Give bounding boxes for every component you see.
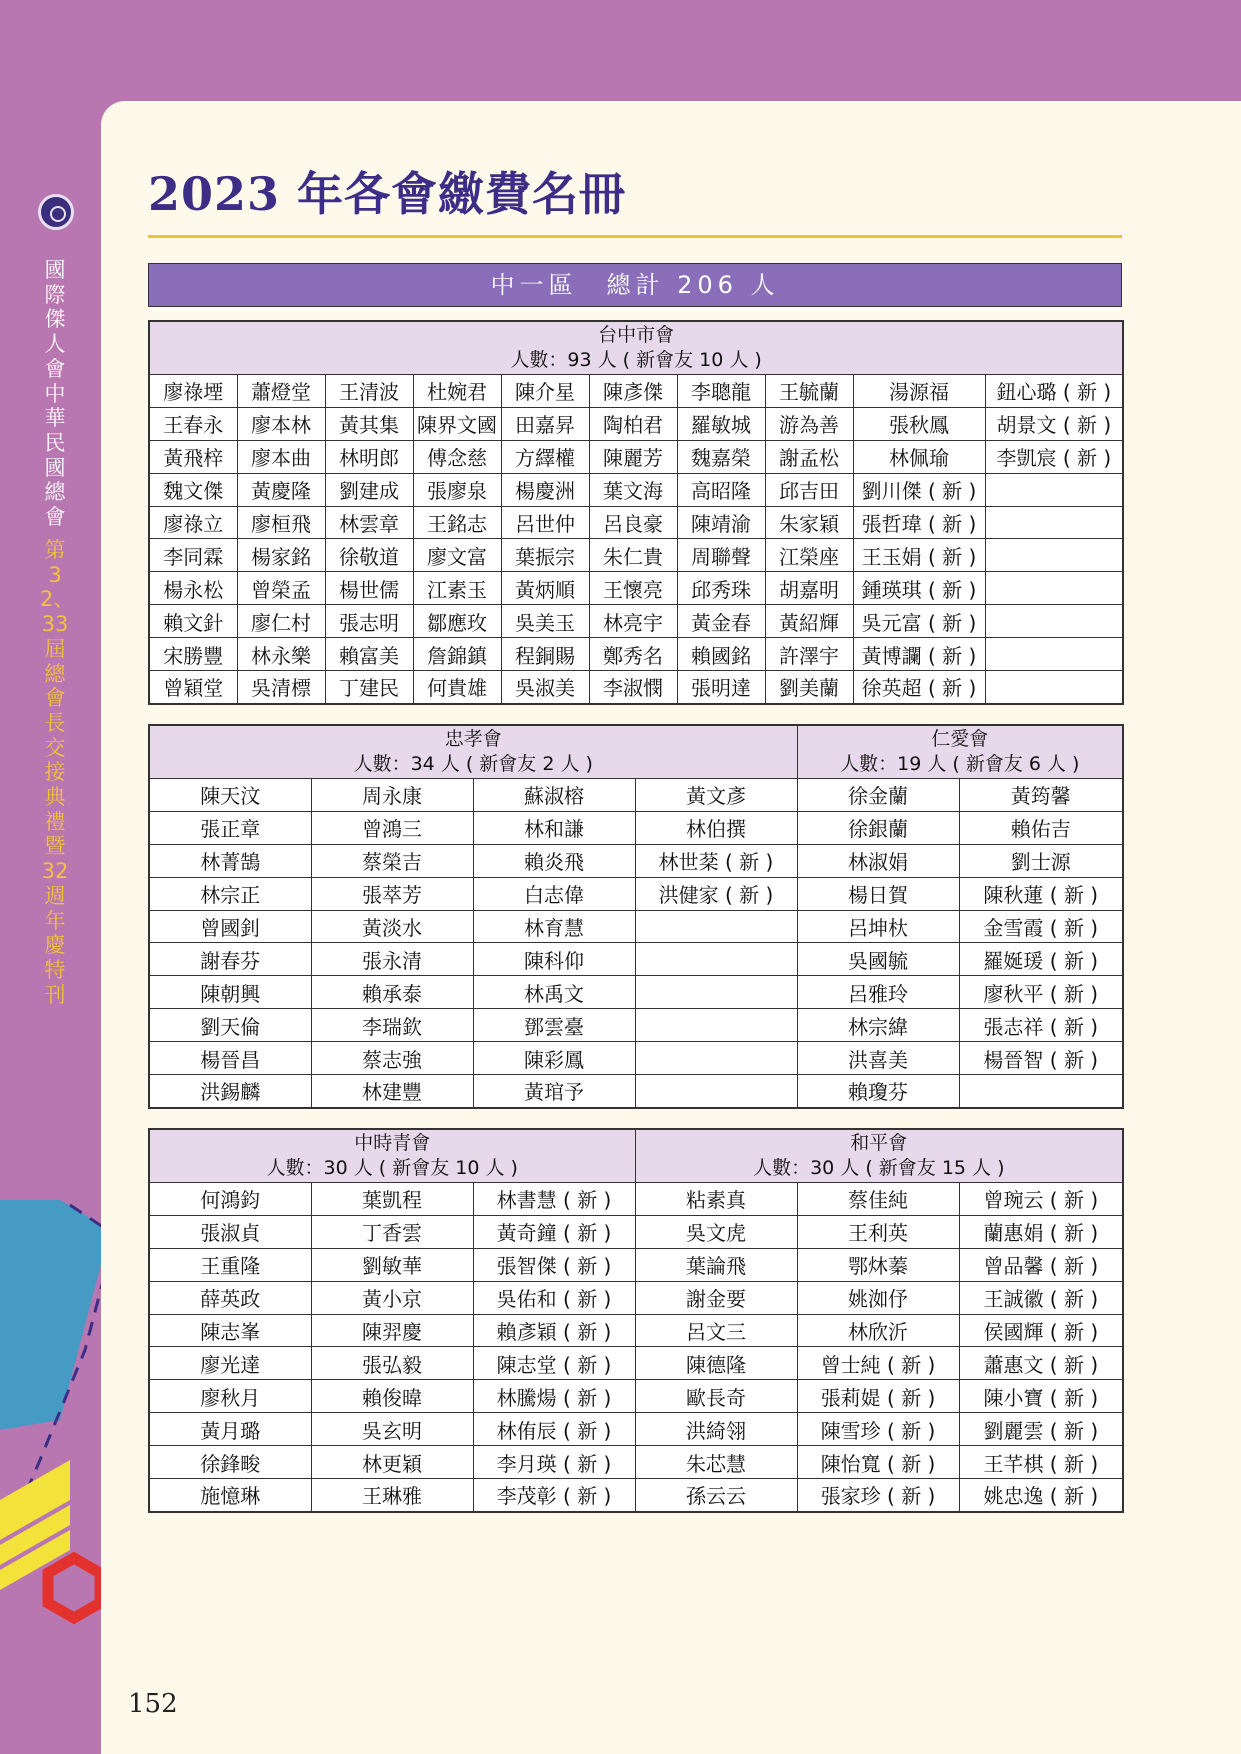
- table-row: [149, 1042, 1123, 1075]
- member-name-cell: [985, 539, 1123, 572]
- member-name-cell: 陳秋蓮 ( 新 ): [959, 877, 1123, 910]
- member-name-cell: 廖桓飛: [237, 506, 325, 539]
- sidebar-event-name: 第32、33屆總會長交接典禮暨32週年慶特刊: [40, 538, 75, 1007]
- table-row: [149, 1281, 1123, 1314]
- member-name-cell: 賴瓊芬: [797, 1075, 959, 1108]
- member-name-cell: 陳德隆: [635, 1347, 797, 1380]
- member-name-cell: 林書慧 ( 新 ): [473, 1183, 635, 1216]
- member-name-cell: 廖祿立: [149, 506, 237, 539]
- member-name-cell: 鈕心璐 ( 新 ): [985, 375, 1123, 408]
- member-name-cell: 林侑辰 ( 新 ): [473, 1413, 635, 1446]
- member-name-cell: 張萃芳: [311, 877, 473, 910]
- member-name-cell: 張哲瑋 ( 新 ): [853, 506, 985, 539]
- member-name-cell: 江素玉: [413, 572, 501, 605]
- member-count: 人數：34 人 ( 新會友 2 人 ): [353, 753, 593, 775]
- member-name-cell: 張志祥 ( 新 ): [959, 1009, 1123, 1042]
- member-name-cell: 陳天汶: [149, 779, 311, 812]
- member-name-cell: 黃奇鐘 ( 新 ): [473, 1215, 635, 1248]
- table-row: [149, 811, 1123, 844]
- table-row: [149, 375, 1123, 408]
- member-count: 人數：30 人 ( 新會友 15 人 ): [753, 1157, 1005, 1179]
- member-name-cell: 王芊棋 ( 新 ): [959, 1446, 1123, 1479]
- member-name-cell: 劉天倫: [149, 1009, 311, 1042]
- member-name-cell: 徐金蘭: [797, 779, 959, 812]
- member-name-cell: 魏文傑: [149, 473, 237, 506]
- table-row: [149, 638, 1123, 671]
- table-row: [149, 1413, 1123, 1446]
- table-row: [149, 1075, 1123, 1108]
- member-name-cell: 薛英政: [149, 1281, 311, 1314]
- member-name-cell: 曾鴻三: [311, 811, 473, 844]
- member-name-cell: 蕭燈堂: [237, 375, 325, 408]
- member-name-cell: 鄒應玫: [413, 605, 501, 638]
- member-name-cell: 白志偉: [473, 877, 635, 910]
- member-name-cell: 楊日賀: [797, 877, 959, 910]
- member-name-cell: 廖本曲: [237, 440, 325, 473]
- member-name-cell: 呂良豪: [589, 506, 677, 539]
- member-name-cell: 楊晉昌: [149, 1042, 311, 1075]
- member-name-cell: 黃慶隆: [237, 473, 325, 506]
- member-name-cell: 張弘毅: [311, 1347, 473, 1380]
- club-name: 忠孝會: [444, 728, 502, 750]
- member-name-cell: 黃金春: [677, 605, 765, 638]
- region-banner: 中一區 總計 206 人: [148, 263, 1122, 307]
- member-name-cell: 吳美玉: [501, 605, 589, 638]
- member-name-cell: 李茂彰 ( 新 ): [473, 1479, 635, 1512]
- member-name-cell: 劉敏華: [311, 1248, 473, 1281]
- member-name-cell: 黃淡水: [311, 910, 473, 943]
- member-name-cell: 黃小京: [311, 1281, 473, 1314]
- member-name-cell: 劉麗雲 ( 新 ): [959, 1413, 1123, 1446]
- member-name-cell: 曾品馨 ( 新 ): [959, 1248, 1123, 1281]
- member-name-cell: 楊永松: [149, 572, 237, 605]
- member-name-cell: 張秋鳳: [853, 407, 985, 440]
- member-name-cell: 施憶琳: [149, 1479, 311, 1512]
- taichung-club-table: [148, 320, 1124, 705]
- member-name-cell: 林和謙: [473, 811, 635, 844]
- member-name-cell: 黃其集: [325, 407, 413, 440]
- member-name-cell: 黃文彥: [635, 779, 797, 812]
- member-name-cell: 黃紹輝: [765, 605, 853, 638]
- table-row: [149, 1314, 1123, 1347]
- member-name-cell: 賴文針: [149, 605, 237, 638]
- member-name-cell: 徐英超 ( 新 ): [853, 671, 985, 704]
- member-name-cell: 謝孟松: [765, 440, 853, 473]
- member-name-cell: 蔡佳純: [797, 1183, 959, 1216]
- club-name: 中時青會: [354, 1132, 431, 1154]
- member-name-cell: 賴炎飛: [473, 844, 635, 877]
- member-name-cell: 曾國釗: [149, 910, 311, 943]
- club-header: [797, 725, 1123, 779]
- member-name-cell: 曾榮孟: [237, 572, 325, 605]
- member-name-cell: 林宗緯: [797, 1009, 959, 1042]
- table-row: [149, 844, 1123, 877]
- member-name-cell: 蘭惠娟 ( 新 ): [959, 1215, 1123, 1248]
- member-name-cell: 賴承泰: [311, 976, 473, 1009]
- table-row: [149, 1009, 1123, 1042]
- member-name-cell: 朱芯慧: [635, 1446, 797, 1479]
- member-name-cell: 林亮宇: [589, 605, 677, 638]
- member-name-cell: 陳雪珍 ( 新 ): [797, 1413, 959, 1446]
- member-name-cell: 徐銀蘭: [797, 811, 959, 844]
- member-name-cell: 王玉娟 ( 新 ): [853, 539, 985, 572]
- table-row: [149, 407, 1123, 440]
- member-name-cell: 徐鋒畯: [149, 1446, 311, 1479]
- member-name-cell: 洪喜美: [797, 1042, 959, 1075]
- member-name-cell: 葉凱程: [311, 1183, 473, 1216]
- member-name-cell: 劉川傑 ( 新 ): [853, 473, 985, 506]
- member-name-cell: [985, 572, 1123, 605]
- club-header: [149, 725, 797, 779]
- page-number: 152: [128, 1689, 178, 1719]
- member-name-cell: 宋勝豐: [149, 638, 237, 671]
- member-name-cell: 呂文三: [635, 1314, 797, 1347]
- member-name-cell: 林淑娟: [797, 844, 959, 877]
- member-name-cell: 羅敏城: [677, 407, 765, 440]
- member-name-cell: 陳志堂 ( 新 ): [473, 1347, 635, 1380]
- table-row: [149, 1380, 1123, 1413]
- club-name: 和平會: [850, 1132, 908, 1154]
- member-name-cell: 吳文虎: [635, 1215, 797, 1248]
- table-row: [149, 572, 1123, 605]
- member-name-cell: 徐敬道: [325, 539, 413, 572]
- table-row: [149, 1479, 1123, 1512]
- member-name-cell: 劉士源: [959, 844, 1123, 877]
- table-row: [149, 779, 1123, 812]
- member-name-cell: 張淑貞: [149, 1215, 311, 1248]
- member-name-cell: 洪健家 ( 新 ): [635, 877, 797, 910]
- member-name-cell: 林騰煬 ( 新 ): [473, 1380, 635, 1413]
- member-name-cell: 陳羿慶: [311, 1314, 473, 1347]
- table-row: [149, 1248, 1123, 1281]
- table-row: [149, 1215, 1123, 1248]
- member-name-cell: 詹錦鎮: [413, 638, 501, 671]
- member-name-cell: 吳淑美: [501, 671, 589, 704]
- table-row: [149, 539, 1123, 572]
- member-name-cell: 胡景文 ( 新 ): [985, 407, 1123, 440]
- member-name-cell: 黃博讕 ( 新 ): [853, 638, 985, 671]
- page-title: 2023 年各會繳費名冊: [148, 167, 627, 221]
- member-name-cell: 陳麗芳: [589, 440, 677, 473]
- member-name-cell: 賴富美: [325, 638, 413, 671]
- member-name-cell: 王利英: [797, 1215, 959, 1248]
- table-row: [149, 605, 1123, 638]
- member-count: 人數：19 人 ( 新會友 6 人 ): [840, 753, 1080, 775]
- member-name-cell: [959, 1075, 1123, 1108]
- member-name-cell: 洪錫麟: [149, 1075, 311, 1108]
- member-name-cell: 李聰龍: [677, 375, 765, 408]
- member-name-cell: 傅念慈: [413, 440, 501, 473]
- member-name-cell: 何鴻鈞: [149, 1183, 311, 1216]
- member-name-cell: 丁建民: [325, 671, 413, 704]
- member-name-cell: 邱吉田: [765, 473, 853, 506]
- member-name-cell: 鄭秀名: [589, 638, 677, 671]
- member-name-cell: 葉振宗: [501, 539, 589, 572]
- member-name-cell: 林育慧: [473, 910, 635, 943]
- member-name-cell: 高昭隆: [677, 473, 765, 506]
- member-name-cell: 許澤宇: [765, 638, 853, 671]
- table-row: [149, 671, 1123, 704]
- member-name-cell: 江榮座: [765, 539, 853, 572]
- member-name-cell: 何貴雄: [413, 671, 501, 704]
- member-name-cell: 賴佑吉: [959, 811, 1123, 844]
- member-name-cell: 蘇淑榕: [473, 779, 635, 812]
- member-name-cell: 洪綺翎: [635, 1413, 797, 1446]
- member-name-cell: 賴彥穎 ( 新 ): [473, 1314, 635, 1347]
- member-name-cell: 黃月璐: [149, 1413, 311, 1446]
- club-header: [635, 1129, 1123, 1183]
- member-name-cell: 廖祿堙: [149, 375, 237, 408]
- member-name-cell: 張明達: [677, 671, 765, 704]
- member-name-cell: 李月瑛 ( 新 ): [473, 1446, 635, 1479]
- member-name-cell: 吳國毓: [797, 943, 959, 976]
- table-row: [149, 440, 1123, 473]
- member-name-cell: 陳介星: [501, 375, 589, 408]
- member-name-cell: 吳玄明: [311, 1413, 473, 1446]
- member-name-cell: 王銘志: [413, 506, 501, 539]
- member-name-cell: [985, 473, 1123, 506]
- member-name-cell: 林雲章: [325, 506, 413, 539]
- member-name-cell: 林宗正: [149, 877, 311, 910]
- member-name-cell: 林禹文: [473, 976, 635, 1009]
- sidebar-org-name: 國際傑人會中華民國總會: [44, 258, 66, 530]
- member-name-cell: [635, 910, 797, 943]
- member-name-cell: [985, 671, 1123, 704]
- title-divider: [148, 235, 1122, 238]
- member-name-cell: 陳科仰: [473, 943, 635, 976]
- member-name-cell: 劉建成: [325, 473, 413, 506]
- club-header: [149, 1129, 635, 1183]
- member-name-cell: 程銅賜: [501, 638, 589, 671]
- member-name-cell: 林世棻 ( 新 ): [635, 844, 797, 877]
- member-name-cell: 廖秋月: [149, 1380, 311, 1413]
- member-name-cell: 蔡志強: [311, 1042, 473, 1075]
- member-name-cell: 呂世仲: [501, 506, 589, 539]
- member-name-cell: 王重隆: [149, 1248, 311, 1281]
- member-name-cell: 王誠徽 ( 新 ): [959, 1281, 1123, 1314]
- table-row: [149, 1446, 1123, 1479]
- member-name-cell: 張智傑 ( 新 ): [473, 1248, 635, 1281]
- table-row: [149, 976, 1123, 1009]
- member-name-cell: [985, 638, 1123, 671]
- member-name-cell: 邱秀珠: [677, 572, 765, 605]
- member-name-cell: 田嘉昇: [501, 407, 589, 440]
- table-row: [149, 1347, 1123, 1380]
- member-name-cell: 林建豐: [311, 1075, 473, 1108]
- member-name-cell: 方繹權: [501, 440, 589, 473]
- table-row: [149, 910, 1123, 943]
- member-name-cell: 侯國輝 ( 新 ): [959, 1314, 1123, 1347]
- member-name-cell: 鄧雲臺: [473, 1009, 635, 1042]
- zhongxiao-renai-table: [148, 724, 1124, 1109]
- member-name-cell: 湯源福: [853, 375, 985, 408]
- member-name-cell: 黃炳順: [501, 572, 589, 605]
- member-name-cell: 葉文海: [589, 473, 677, 506]
- member-name-cell: 林永樂: [237, 638, 325, 671]
- member-name-cell: 賴國銘: [677, 638, 765, 671]
- member-name-cell: [985, 506, 1123, 539]
- club-name: 仁愛會: [931, 728, 989, 750]
- member-name-cell: 曾琬云 ( 新 ): [959, 1183, 1123, 1216]
- member-name-cell: 陳朝興: [149, 976, 311, 1009]
- member-name-cell: 蕭惠文 ( 新 ): [959, 1347, 1123, 1380]
- member-name-cell: 林欣沂: [797, 1314, 959, 1347]
- table-row: [149, 877, 1123, 910]
- member-name-cell: 呂雅玲: [797, 976, 959, 1009]
- member-name-cell: [985, 605, 1123, 638]
- member-name-cell: 胡嘉明: [765, 572, 853, 605]
- member-name-cell: 楊家銘: [237, 539, 325, 572]
- member-name-cell: 廖仁村: [237, 605, 325, 638]
- hexagon-icon: [38, 1552, 110, 1624]
- member-name-cell: 陳志峯: [149, 1314, 311, 1347]
- member-name-cell: [635, 943, 797, 976]
- member-count: 人數：30 人 ( 新會友 10 人 ): [266, 1157, 518, 1179]
- member-name-cell: 鄂炑蓁: [797, 1248, 959, 1281]
- member-name-cell: 張志明: [325, 605, 413, 638]
- club-name: 台中市會: [598, 324, 675, 346]
- member-name-cell: 姚忠逸 ( 新 ): [959, 1479, 1123, 1512]
- member-name-cell: 歐長奇: [635, 1380, 797, 1413]
- member-name-cell: [635, 1009, 797, 1042]
- member-name-cell: 王清波: [325, 375, 413, 408]
- member-name-cell: 曾士純 ( 新 ): [797, 1347, 959, 1380]
- member-name-cell: 王毓蘭: [765, 375, 853, 408]
- member-name-cell: 陳靖渝: [677, 506, 765, 539]
- member-name-cell: 粘素真: [635, 1183, 797, 1216]
- member-name-cell: 陳彥傑: [589, 375, 677, 408]
- member-name-cell: 張永清: [311, 943, 473, 976]
- member-name-cell: 林更穎: [311, 1446, 473, 1479]
- member-name-cell: 廖文富: [413, 539, 501, 572]
- member-name-cell: 賴俊暐: [311, 1380, 473, 1413]
- member-name-cell: 周永康: [311, 779, 473, 812]
- member-name-cell: 謝春芬: [149, 943, 311, 976]
- member-name-cell: 魏嘉榮: [677, 440, 765, 473]
- member-name-cell: 張家珍 ( 新 ): [797, 1479, 959, 1512]
- member-name-cell: 丁香雲: [311, 1215, 473, 1248]
- member-name-cell: 姚洳伃: [797, 1281, 959, 1314]
- member-name-cell: 林菁鵠: [149, 844, 311, 877]
- member-name-cell: 李凱宸 ( 新 ): [985, 440, 1123, 473]
- member-name-cell: 吳元富 ( 新 ): [853, 605, 985, 638]
- member-name-cell: 林佩瑜: [853, 440, 985, 473]
- member-name-cell: 楊晉智 ( 新 ): [959, 1042, 1123, 1075]
- member-name-cell: 陳怡寬 ( 新 ): [797, 1446, 959, 1479]
- member-name-cell: 廖光達: [149, 1347, 311, 1380]
- member-name-cell: 陳彩鳳: [473, 1042, 635, 1075]
- zhongshi-heping-table: [148, 1128, 1124, 1513]
- table-row: [149, 1183, 1123, 1216]
- member-name-cell: 黃飛梓: [149, 440, 237, 473]
- member-name-cell: 廖本林: [237, 407, 325, 440]
- member-name-cell: 王春永: [149, 407, 237, 440]
- member-name-cell: 林明郎: [325, 440, 413, 473]
- member-name-cell: 陳小寶 ( 新 ): [959, 1380, 1123, 1413]
- member-name-cell: 葉論飛: [635, 1248, 797, 1281]
- member-name-cell: 李瑞欽: [311, 1009, 473, 1042]
- org-logo-icon: [38, 194, 74, 230]
- member-name-cell: 劉美蘭: [765, 671, 853, 704]
- member-name-cell: 楊世儒: [325, 572, 413, 605]
- member-count: 人數：93 人 ( 新會友 10 人 ): [510, 349, 762, 371]
- member-name-cell: 陶柏君: [589, 407, 677, 440]
- member-name-cell: 孫云云: [635, 1479, 797, 1512]
- member-name-cell: 陳界文國: [413, 407, 501, 440]
- member-name-cell: 羅娫瑗 ( 新 ): [959, 943, 1123, 976]
- member-name-cell: [635, 1042, 797, 1075]
- member-name-cell: 游為善: [765, 407, 853, 440]
- member-name-cell: 鍾瑛琪 ( 新 ): [853, 572, 985, 605]
- member-name-cell: 杜婉君: [413, 375, 501, 408]
- member-name-cell: [635, 976, 797, 1009]
- member-name-cell: [635, 1075, 797, 1108]
- member-name-cell: 李淑憫: [589, 671, 677, 704]
- member-name-cell: 曾穎堂: [149, 671, 237, 704]
- member-name-cell: 周聯聲: [677, 539, 765, 572]
- member-name-cell: 張正章: [149, 811, 311, 844]
- member-name-cell: 張莉媞 ( 新 ): [797, 1380, 959, 1413]
- member-name-cell: 呂坤杕: [797, 910, 959, 943]
- member-name-cell: 朱家穎: [765, 506, 853, 539]
- member-name-cell: 楊慶洲: [501, 473, 589, 506]
- member-name-cell: 吳佑和 ( 新 ): [473, 1281, 635, 1314]
- member-name-cell: 王琳雅: [311, 1479, 473, 1512]
- table-row: [149, 506, 1123, 539]
- member-name-cell: 謝金要: [635, 1281, 797, 1314]
- member-name-cell: 廖秋平 ( 新 ): [959, 976, 1123, 1009]
- member-name-cell: 金雪霞 ( 新 ): [959, 910, 1123, 943]
- table-row: [149, 473, 1123, 506]
- member-name-cell: 黃琯予: [473, 1075, 635, 1108]
- club-header: [149, 321, 1123, 375]
- member-name-cell: 張廖泉: [413, 473, 501, 506]
- table-row: [149, 943, 1123, 976]
- member-name-cell: 朱仁貴: [589, 539, 677, 572]
- member-name-cell: 吳清標: [237, 671, 325, 704]
- member-name-cell: 王懷亮: [589, 572, 677, 605]
- member-name-cell: 林伯撰: [635, 811, 797, 844]
- member-name-cell: 蔡榮吉: [311, 844, 473, 877]
- member-name-cell: 黃筠馨: [959, 779, 1123, 812]
- member-name-cell: 李同霖: [149, 539, 237, 572]
